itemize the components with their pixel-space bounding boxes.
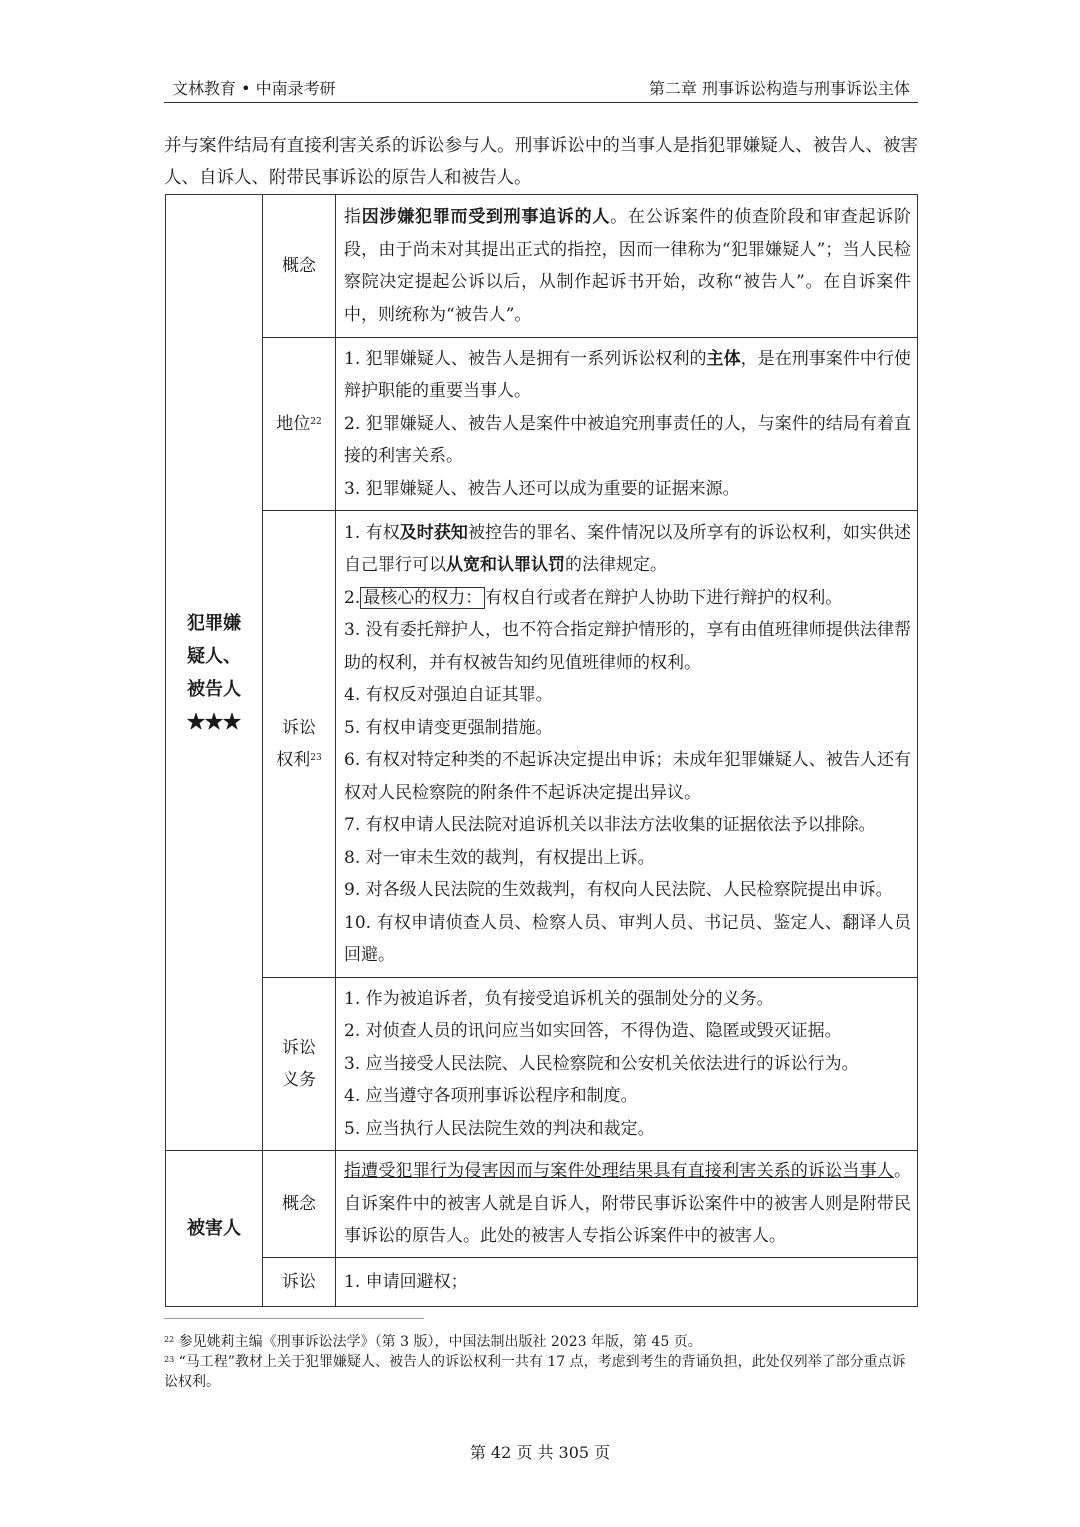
status-content (336, 338, 918, 511)
text-run: 的法律规定。 (565, 555, 667, 575)
text-run: 有权自行或者在辩护人协助下进行辩护的权利。 (485, 587, 843, 608)
litigant-table (165, 194, 918, 1307)
bold-text: 主体 (706, 348, 741, 369)
aspect-rights (263, 511, 336, 978)
footnote (164, 1332, 918, 1352)
page-header (164, 72, 918, 103)
aspect-label: 概念 (282, 1194, 316, 1214)
party-label: 犯罪嫌疑人、被告人★★★ (187, 612, 241, 733)
footnote-divider (164, 1318, 424, 1319)
aspect-label: 概念 (282, 256, 316, 276)
list-item: 5. 有权申请变更强制措施。 (344, 717, 553, 738)
victim-rights-content (336, 1258, 918, 1307)
aspect-label: 义务 (282, 1070, 316, 1090)
list-item: 3. 应当接受人民法院、人民检察院和公安机关依法进行的诉讼行为。 (344, 1053, 859, 1074)
text-run: 2. (344, 587, 361, 608)
footnote-text: “马工程”教材上关于犯罪嫌疑人、被告人的诉讼权利一共有 17 点，考虑到考生的背诵负担，此处仅列举了部分重点诉讼权利。 (164, 1354, 906, 1390)
victim-concept-content (336, 1151, 918, 1258)
concept-content (336, 195, 918, 338)
aspect-label: 诉讼 (282, 718, 316, 738)
list-item (344, 582, 911, 615)
list-item: 2. 对侦查人员的讯问应当如实回答，不得伪造、隐匿或毁灭证据。 (344, 1021, 842, 1042)
party-suspect (166, 195, 263, 1151)
aspect-label: 地位 (276, 414, 311, 434)
header-publisher: 文林教育 • 中南录考研 (172, 79, 336, 98)
list-item (344, 517, 911, 582)
list-item: 3. 没有委托辩护人，也不符合指定辩护情形的，享有由值班律师提供法律帮助的权利，并有权被告知约见值班律师的权利。 (344, 620, 911, 673)
text-run: 1. 有权 (344, 522, 400, 543)
list-item: 5. 应当执行人民法院生效的判决和裁定。 (344, 1118, 655, 1139)
list-item: 1. 作为被追诉者，负有接受追诉机关的强制处分的义务。 (344, 988, 774, 1009)
text-run: ，是在刑事案件中行使辩护职能的重要当事人。 (344, 348, 912, 402)
list-item: 7. 有权申请人民法院对追诉机关以非法方法收集的证据依法予以排除。 (344, 815, 876, 835)
table-row (166, 1151, 918, 1258)
list-item: 3. 犯罪嫌疑人、被告人还可以成为重要的证据来源。 (344, 478, 740, 499)
aspect-label: 诉讼 (282, 1272, 316, 1292)
list-item: 4. 有权反对强迫自证其罪。 (344, 685, 553, 705)
rights-content (336, 511, 918, 978)
list-item: 8. 对一审未生效的裁判，有权提出上诉。 (344, 847, 655, 868)
aspect-rights (263, 1258, 336, 1307)
table-row (166, 978, 918, 1151)
footnote (164, 1352, 918, 1392)
aspect-label: 权利 (276, 750, 311, 770)
list-item: 10. 有权申请侦查人员、检察人员、审判人员、书记员、鉴定人、翻译人员回避。 (344, 912, 911, 965)
list-item (344, 343, 911, 408)
list-item: 6. 有权对特定种类的不起诉决定提出申诉；未成年犯罪嫌疑人、被告人还有权对人民检察院的附条件不起诉决定提出异议。 (344, 750, 911, 803)
list-item: 4. 应当遵守各项刑事诉讼程序和制度。 (344, 1086, 638, 1107)
aspect-concept (263, 1151, 336, 1258)
table-row (166, 338, 918, 511)
duties-content (336, 978, 918, 1151)
text-run: 。自诉案件中的被害人就是自诉人，附带民事诉讼案件中的被害人则是附带民事诉讼的原告人。此处的被害人专指公诉案件中的被害人。 (344, 1161, 911, 1247)
footnotes (164, 1332, 918, 1392)
intro-paragraph: 并与案件结局有直接利害关系的诉讼参与人。刑事诉讼中的当事人是指犯罪嫌疑人、被告人、被害人、自诉人、附带民事诉讼的原告人和被告人。 (164, 136, 918, 188)
table-row (166, 511, 918, 978)
underlined-text: 指遭受犯罪行为侵害因而与案件处理结果具有直接利害关系的诉讼当事人 (344, 1161, 894, 1182)
table-row (166, 195, 918, 338)
text-run: 被控告的罪名、案件情况以及所享有的诉讼权利，如实供述自己罪行可以 (344, 522, 912, 575)
footnote-number: 23 (164, 1355, 175, 1364)
party-label: 被害人 (187, 1218, 241, 1239)
text-run: 1. 犯罪嫌疑人、被告人是拥有一系列诉讼权利的 (344, 348, 707, 369)
footnote-ref[interactable]: 22 (310, 417, 322, 427)
text-run: 指 (344, 207, 362, 227)
aspect-duties (263, 978, 336, 1151)
bold-text: 从宽和认罪认罚 (446, 555, 565, 575)
aspect-concept (263, 195, 336, 338)
footnote-text: 参见姚莉主编《刑事诉讼法学》（第 3 版），中国法制出版社 2023 年版，第 45 页。 (174, 1334, 702, 1350)
header-chapter-title: 第二章 刑事诉讼构造与刑事诉讼主体 (648, 79, 910, 98)
list-item: 9. 对各级人民法院的生效裁判，有权向人民法院、人民检察院提出申诉。 (344, 880, 893, 900)
aspect-label: 诉讼 (282, 1038, 316, 1058)
aspect-status (263, 338, 336, 511)
footnote-ref[interactable]: 23 (310, 753, 322, 763)
table-row (166, 1258, 918, 1307)
boxed-text: 最核心的权力： (360, 587, 485, 609)
footnote-number: 22 (164, 1335, 175, 1344)
list-item: 1. 申请回避权； (344, 1271, 468, 1292)
list-item: 2. 犯罪嫌疑人、被告人是案件中被追究刑事责任的人，与案件的结局有着直接的利害关系。 (344, 413, 911, 467)
bold-text: 及时获知 (399, 522, 468, 543)
text-run: 。在公诉案件的侦查阶段和审查起诉阶段，由于尚未对其提出正式的指控，因而一律称为“犯罪嫌疑人”；当人民检察院决定提起公诉以后，从制作起诉书开始，改称“被告人”。在自诉案件中，则统称为“被告人”。 (344, 207, 912, 325)
party-victim (166, 1151, 263, 1307)
page-number: 第 42 页 共 305 页 (469, 1443, 611, 1462)
bold-text: 因涉嫌犯罪而受到刑事追诉的人 (361, 207, 611, 227)
